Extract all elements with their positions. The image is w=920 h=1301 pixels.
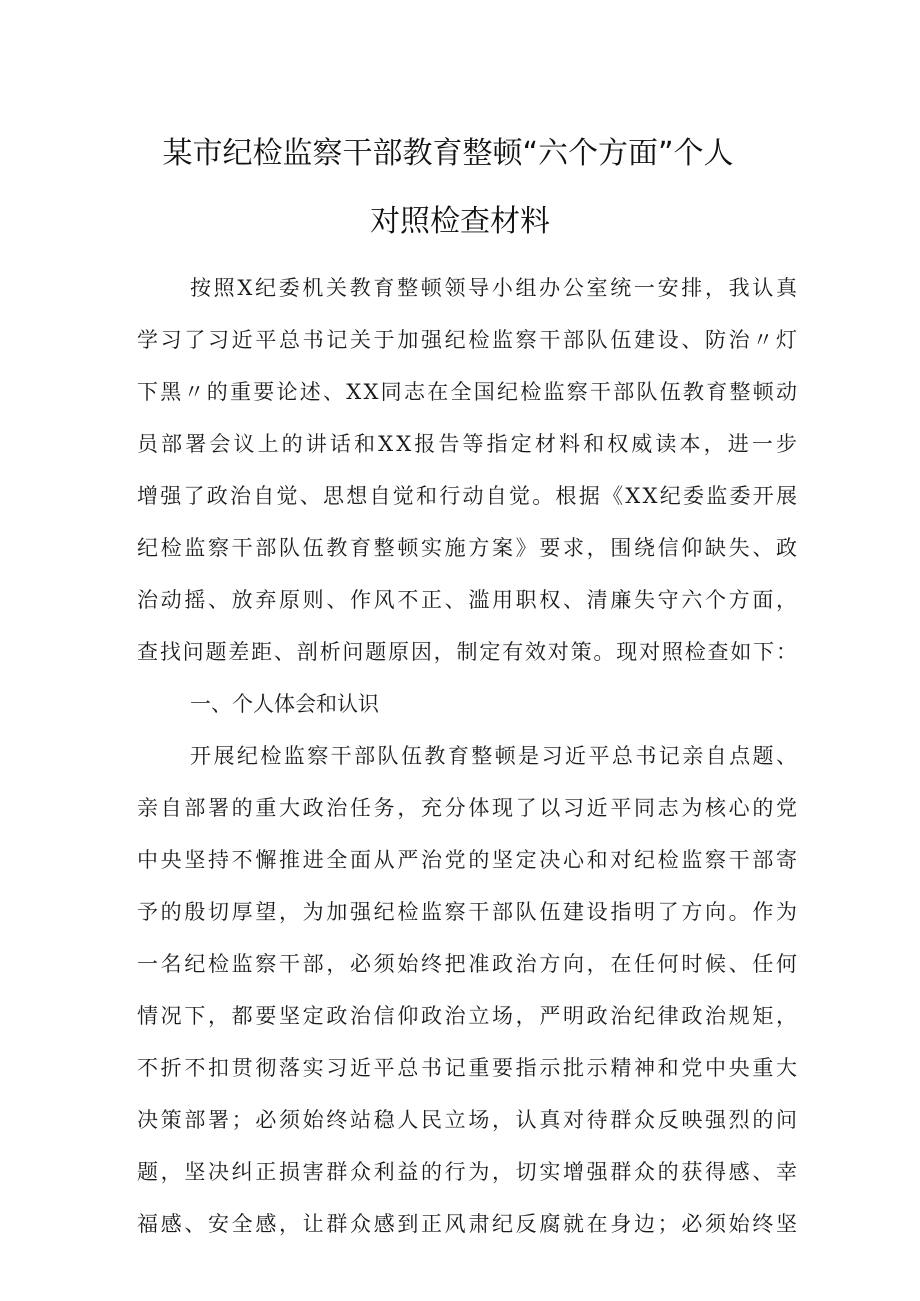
- section-1-heading: 一、个人体会和认识: [190, 692, 379, 716]
- paragraph-2-line: 开展纪检监察干部队伍教育整顿是习近平总书记亲自点题、: [190, 744, 800, 768]
- document-title-line-2: 对照检查材料: [370, 204, 550, 239]
- paragraph-2-line: 予的殷切厚望，为加强纪检监察干部队伍建设指明了方向。作为: [137, 900, 800, 924]
- paragraph-2-line: 中央坚持不懈推进全面从严治党的坚定决心和对纪检监察干部寄: [137, 848, 800, 872]
- paragraph-1-line: 学习了习近平总书记关于加强纪检监察干部队伍建设、防治〃灯: [137, 328, 800, 352]
- paragraph-1-line: 增强了政治自觉、思想自觉和行动自觉。根据《XX纪委监委开展: [137, 484, 800, 508]
- paragraph-1-line: 下黑〃的重要论述、XX同志在全国纪检监察干部队伍教育整顿动: [137, 380, 800, 404]
- paragraph-2-line: 一名纪检监察干部，必须始终把准政治方向，在任何时候、任何: [137, 952, 800, 976]
- paragraph-2-line: 不折不扣贯彻落实习近平总书记重要指示批示精神和党中央重大: [137, 1056, 800, 1080]
- paragraph-1-line: 按照X纪委机关教育整顿领导小组办公室统一安排，我认真: [190, 276, 800, 300]
- paragraph-2-line: 亲自部署的重大政治任务，充分体现了以习近平同志为核心的党: [137, 796, 800, 820]
- document-title-line-1: 某市纪检监察干部教育整顿“六个方面”个人: [162, 136, 734, 171]
- paragraph-1-line: 纪检监察干部队伍教育整顿实施方案》要求，围绕信仰缺失、政: [137, 536, 800, 560]
- paragraph-1-line: 治动摇、放弃原则、作风不正、滥用职权、清廉失守六个方面，: [137, 588, 800, 612]
- paragraph-2-line: 福感、安全感，让群众感到正风肃纪反腐就在身边；必须始终坚: [137, 1212, 800, 1236]
- paragraph-2-line: 情况下，都要坚定政治信仰政治立场，严明政治纪律政治规矩，: [137, 1004, 800, 1028]
- paragraph-1-line: 员部署会议上的讲话和XX报告等指定材料和权威读本，进一步: [137, 432, 801, 456]
- paragraph-1-line: 查找问题差距、剖析问题原因，制定有效对策。现对照检查如下：: [137, 640, 799, 664]
- paragraph-2-line: 决策部署；必须始终站稳人民立场，认真对待群众反映强烈的问: [137, 1108, 800, 1132]
- paragraph-2-line: 题，坚决纠正损害群众利益的行为，切实增强群众的获得感、幸: [137, 1160, 800, 1184]
